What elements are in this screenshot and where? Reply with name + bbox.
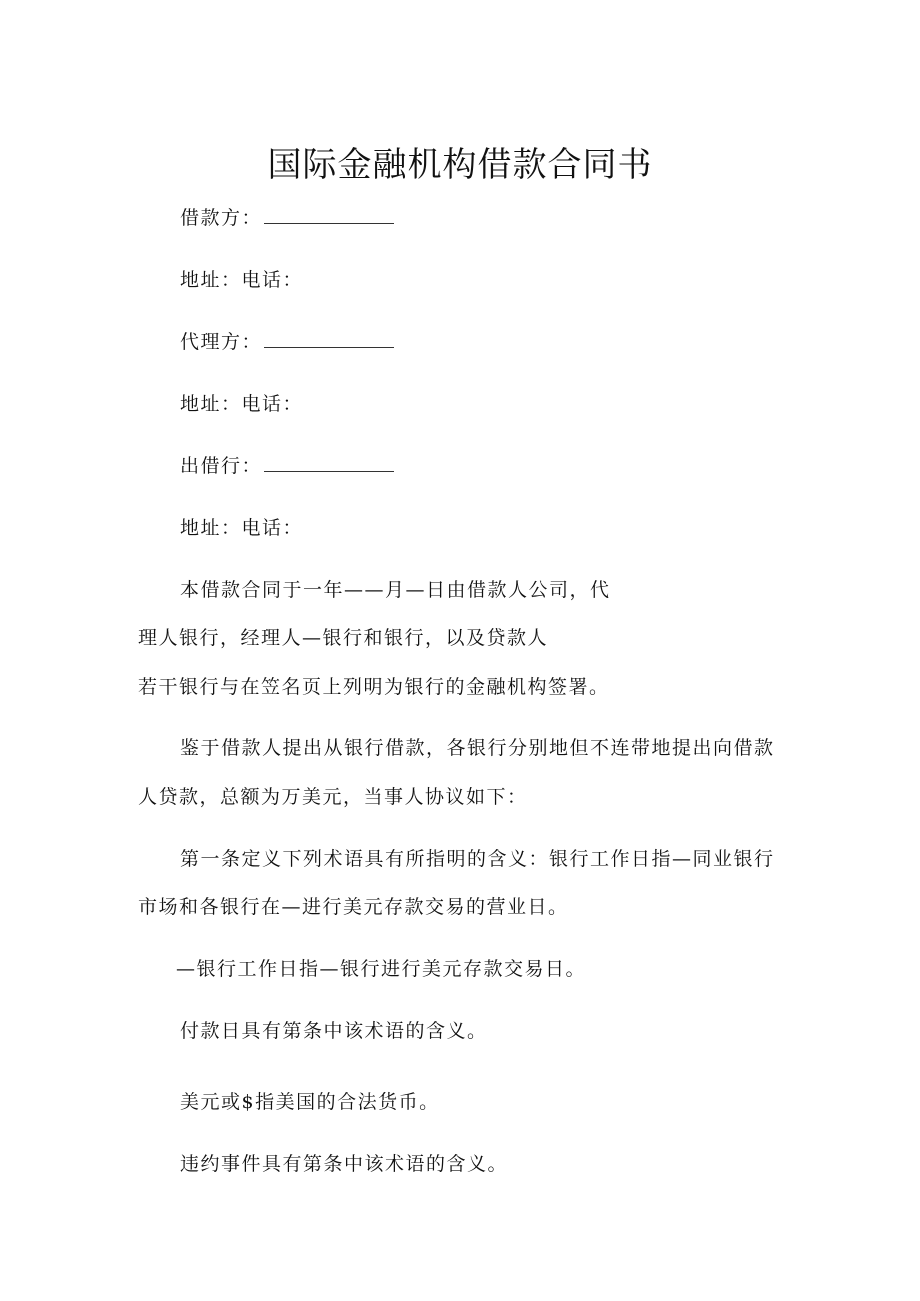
lender-contact: 地址：电话： bbox=[180, 517, 304, 539]
agent-label: 代理方： bbox=[180, 331, 263, 353]
paragraph-line: —银行工作日指—银行进行美元存款交易日。 bbox=[176, 958, 587, 980]
borrower-label: 借款方： bbox=[180, 207, 263, 229]
paragraph-line: 本借款合同于一年——月—日由借款人公司，代 bbox=[180, 579, 611, 601]
paragraph-line: 违约事件具有第条中该术语的含义。 bbox=[180, 1153, 509, 1175]
lender-blank-line bbox=[264, 455, 394, 472]
borrower-row bbox=[180, 204, 394, 232]
agent-row bbox=[180, 328, 394, 356]
paragraph-line: 理人银行，经理人—银行和银行，以及贷款人 bbox=[138, 627, 549, 649]
document-title: 国际金融机构借款合同书 bbox=[267, 145, 653, 185]
paragraph-line: 第一条定义下列术语具有所指明的含义：银行工作日指—同业银行 bbox=[180, 848, 775, 870]
paragraph-line: 付款日具有第条中该术语的含义。 bbox=[180, 1020, 488, 1042]
borrower-blank-line bbox=[264, 207, 394, 224]
paragraph-line: 市场和各银行在—进行美元存款交易的营业日。 bbox=[138, 896, 569, 918]
borrower-contact: 地址：电话： bbox=[180, 269, 304, 291]
paragraph-line: 若干银行与在笠名页上列明为银行的金融机构签署。 bbox=[138, 676, 610, 698]
paragraph-line: 美元或$指美国的合法货币。 bbox=[180, 1091, 440, 1113]
paragraph-line: 鉴于借款人提出从银行借款，各银行分别地但不连带地提出向借款 bbox=[180, 737, 775, 759]
agent-blank-line bbox=[264, 331, 394, 348]
paragraph-line: 人贷款，总额为万美元，当事人协议如下： bbox=[138, 786, 528, 808]
lender-row bbox=[180, 452, 394, 480]
agent-contact: 地址：电话： bbox=[180, 393, 304, 415]
lender-label: 出借行： bbox=[180, 455, 263, 477]
